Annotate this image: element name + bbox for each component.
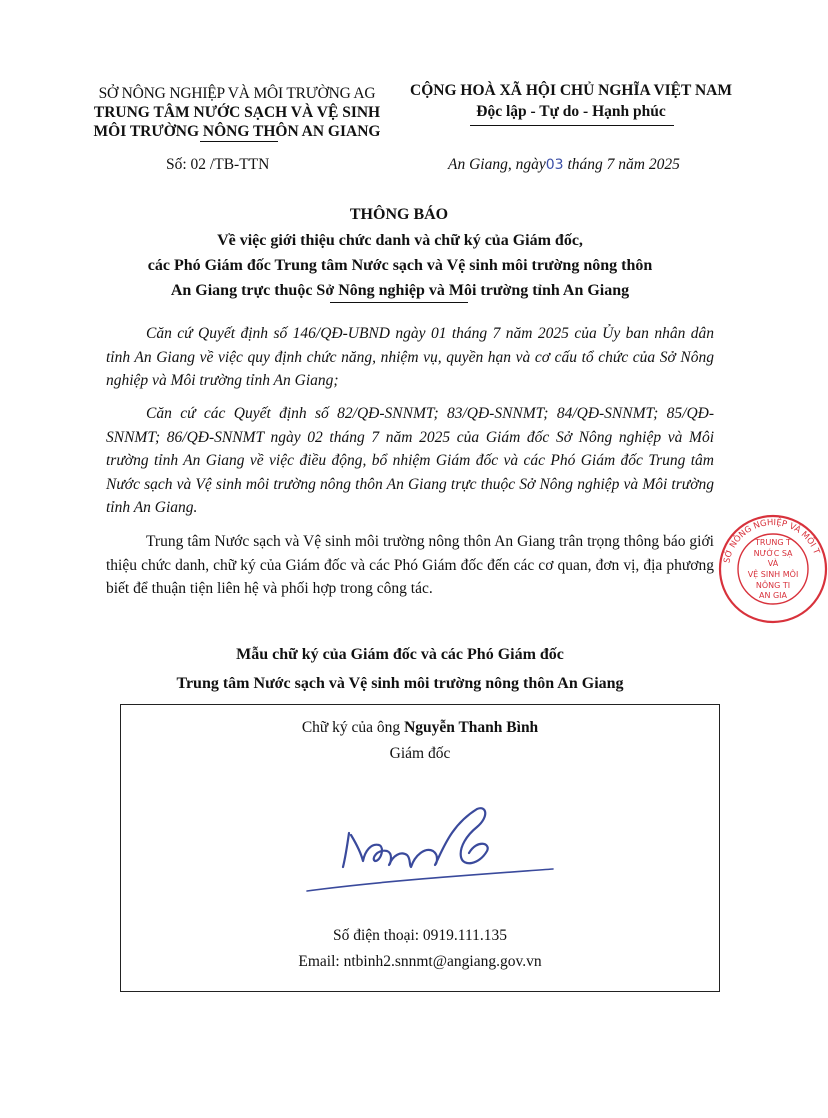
body-paragraph-1: Căn cứ Quyết định số 146/QĐ-UBND ngày 01 tháng 7 năm 2025 của Ủy ban nhân dân tỉnh An Giang về việc quy định chức năng, nhiệm vụ, quyền hạn và cơ cấu tổ chức của Sở Nông nghiệp và Môi trường tỉnh An Giang;	[106, 325, 714, 389]
document-number: Số: 02 /TB-TTN	[166, 156, 270, 173]
subtitle-line1: Về việc giới thiệu chức danh và chữ ký của Giám đốc,	[217, 232, 583, 249]
signature-section-title	[80, 640, 720, 698]
signature-title-line1: Mẫu chữ ký của Giám đốc và các Phó Giám đốc	[236, 646, 564, 663]
parent-agency: SỞ NÔNG NGHIỆP VÀ MÔI TRƯỜNG AG	[98, 85, 376, 102]
date-day-handwritten: 03	[545, 157, 564, 173]
stamp-ring-text: SỞ NÔNG NGHIỆP VÀ MÔI T	[722, 517, 822, 565]
stamp-line-3: VÀ	[767, 559, 779, 568]
agency-header	[78, 84, 396, 141]
document-subtitle	[80, 228, 720, 303]
signer-email: Email: ntbinh2.snnmt@angiang.gov.vn	[298, 953, 542, 970]
subtitle-line2: các Phó Giám đốc Trung tâm Nước sạch và Vệ sinh môi trường nông thôn	[147, 257, 653, 274]
date-prefix: An Giang, ngày	[448, 156, 546, 173]
signer-label	[121, 719, 719, 737]
signer-phone: Số điện thoại: 0919.111.135	[332, 927, 508, 944]
stamp-line-6: AN GIA	[758, 591, 788, 600]
motto-underline	[470, 125, 674, 126]
signer-label-prefix: Chữ ký của ông	[301, 719, 405, 736]
body-paragraph-2: Căn cứ các Quyết định số 82/QĐ-SNNMT; 83/QĐ-SNNMT; 84/QĐ-SNNMT; 85/QĐ-SNNMT; 86/QĐ-SNNMT ngày 02 tháng 7 năm 2025 của Giám đốc Sở Nông nghiệp và Môi trường tỉnh An Giang về việc điều động, bổ nhiệm Giám đốc và các Phó Giám đốc Trung tâm Nước sạch và Vệ sinh môi trường nông thôn An Giang trực thuộc Sở Nông nghiệp và Môi trường tỉnh An Giang.	[106, 405, 714, 516]
document-date	[448, 156, 680, 174]
national-header	[398, 80, 744, 122]
agency-name-line1: TRUNG TÂM NƯỚC SẠCH VÀ VỆ SINH	[93, 104, 381, 121]
agency-name-line2: MÔI TRƯỜNG NÔNG THÔN AN GIANG	[93, 123, 381, 140]
date-suffix: tháng 7 năm 2025	[563, 156, 680, 173]
national-title: CỘNG HOÀ XÃ HỘI CHỦ NGHĨA VIỆT NAM	[410, 82, 732, 99]
body-paragraph-3: Trung tâm Nước sạch và Vệ sinh môi trường nông thôn An Giang trân trọng thông báo giới thiệu chức danh, chữ ký của Giám đốc và các Phó Giám đốc đến các cơ quan, đơn vị, địa phương biết để thuận tiện liên hệ và phối hợp trong công tác.	[106, 533, 714, 597]
stamp-line-4: VỆ SINH MÔI	[747, 570, 799, 579]
signature-title-line2: Trung tâm Nước sạch và Vệ sinh môi trường nông thôn An Giang	[176, 675, 624, 692]
official-stamp	[718, 514, 828, 624]
stamp-line-1: TRUNG T	[755, 538, 791, 547]
national-motto: Độc lập - Tự do - Hạnh phúc	[476, 103, 666, 120]
subtitle-line3: An Giang trực thuộc Sở Nông nghiệp và Môi trường tỉnh An Giang	[170, 282, 630, 299]
agency-underline	[200, 141, 278, 142]
subtitle-underline	[330, 302, 468, 303]
stamp-outer-ring	[720, 516, 826, 622]
handwritten-signature	[301, 795, 561, 905]
signer-name: Nguyễn Thanh Bình	[404, 719, 539, 736]
signer-position: Giám đốc	[389, 745, 451, 762]
stamp-line-2: NƯỚC SẠ	[753, 549, 793, 558]
document-title: THÔNG BÁO	[349, 206, 449, 223]
stamp-line-5: NÔNG TI	[755, 581, 791, 590]
signature-sample-box	[120, 704, 720, 992]
